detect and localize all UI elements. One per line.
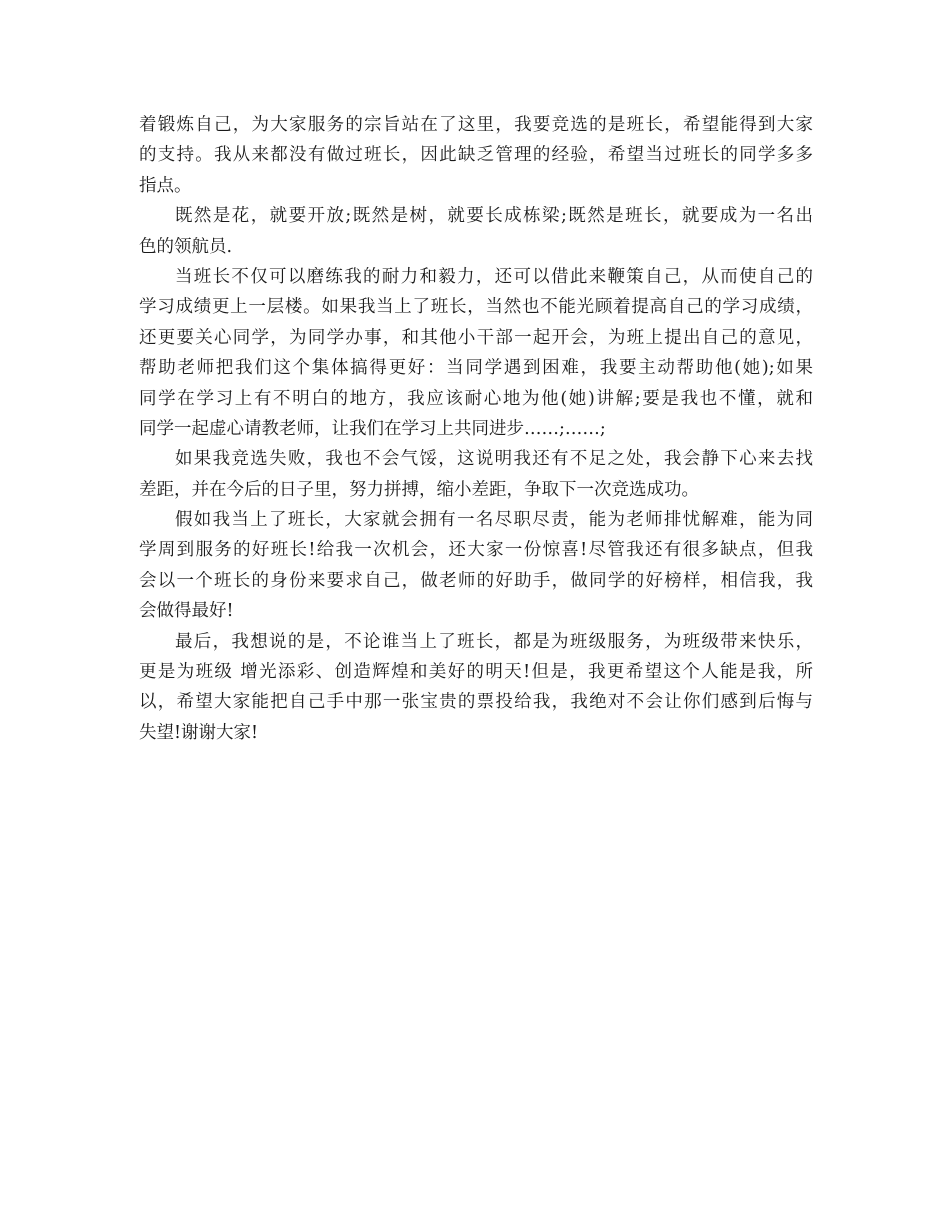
text-line: 差距，并在今后的日子里，努力拼搏，缩小差距，争取下一次竞选成功。 bbox=[139, 479, 699, 500]
text-line: 着锻炼自己，为大家服务的宗旨站在了这里，我要竞选的是班长，希望能得到大家 bbox=[139, 115, 813, 135]
text-line: 会做得最好! bbox=[139, 601, 234, 622]
text-line: 最后，我想说的是，不论谁当上了班长，都是为班级服务，为班级带来快乐， bbox=[175, 631, 813, 652]
text-line: 还更要关心同学，为同学办事，和其他小干部一起开会，为班上提出自己的意见， bbox=[139, 327, 813, 348]
paragraph-responsibilities bbox=[139, 262, 813, 444]
text-line: 学周到服务的好班长!给我一次机会，还大家一份惊喜!尽管我还有很多缺点，但我 bbox=[139, 540, 813, 561]
document-body bbox=[139, 110, 813, 748]
paragraph-flower-tree bbox=[139, 201, 813, 262]
text-line: 以，希望大家能把自己手中那一张宝贵的票投给我，我绝对不会让你们感到后悔与 bbox=[139, 692, 813, 713]
paragraph-intro-continued bbox=[139, 110, 813, 201]
text-line: 帮助老师把我们这个集体搞得更好：当同学遇到困难，我要主动帮助他(她);如果 bbox=[139, 358, 813, 379]
text-line: 如果我竞选失败，我也不会气馁，这说明我还有不足之处，我会静下心来去找 bbox=[175, 449, 813, 470]
paragraph-closing bbox=[139, 627, 813, 749]
text-line: 色的领航员. bbox=[139, 236, 233, 257]
text-line: 指点。 bbox=[139, 175, 192, 196]
text-line: 的支持。我从来都没有做过班长，因此缺乏管理的经验，希望当过班长的同学多多 bbox=[139, 145, 813, 166]
text-line: 同学一起虚心请教老师，让我们在学习上共同进步……;……; bbox=[139, 418, 606, 439]
text-line: 更是为班级 增光添彩、创造辉煌和美好的明天!但是，我更希望这个人能是我，所 bbox=[139, 662, 813, 683]
text-line: 既然是花，就要开放;既然是树，就要长成栋梁;既然是班长，就要成为一名出 bbox=[175, 206, 813, 227]
paragraph-if-elected bbox=[139, 505, 813, 627]
text-line: 当班长不仅可以磨练我的耐力和毅力，还可以借此来鞭策自己，从而使自己的 bbox=[175, 266, 813, 287]
text-line: 会以一个班长的身份来要求自己，做老师的好助手，做同学的好榜样，相信我，我 bbox=[139, 570, 813, 591]
text-line: 学习成绩更上一层楼。如果我当上了班长，当然也不能光顾着提高自己的学习成绩， bbox=[139, 297, 813, 318]
text-line: 假如我当上了班长，大家就会拥有一名尽职尽责，能为老师排忧解难，能为同 bbox=[175, 510, 813, 531]
paragraph-if-fail bbox=[139, 444, 813, 505]
text-line: 同学在学习上有不明白的地方，我应该耐心地为他(她)讲解;要是我也不懂，就和 bbox=[139, 388, 813, 409]
text-line: 失望!谢谢大家! bbox=[139, 722, 259, 743]
